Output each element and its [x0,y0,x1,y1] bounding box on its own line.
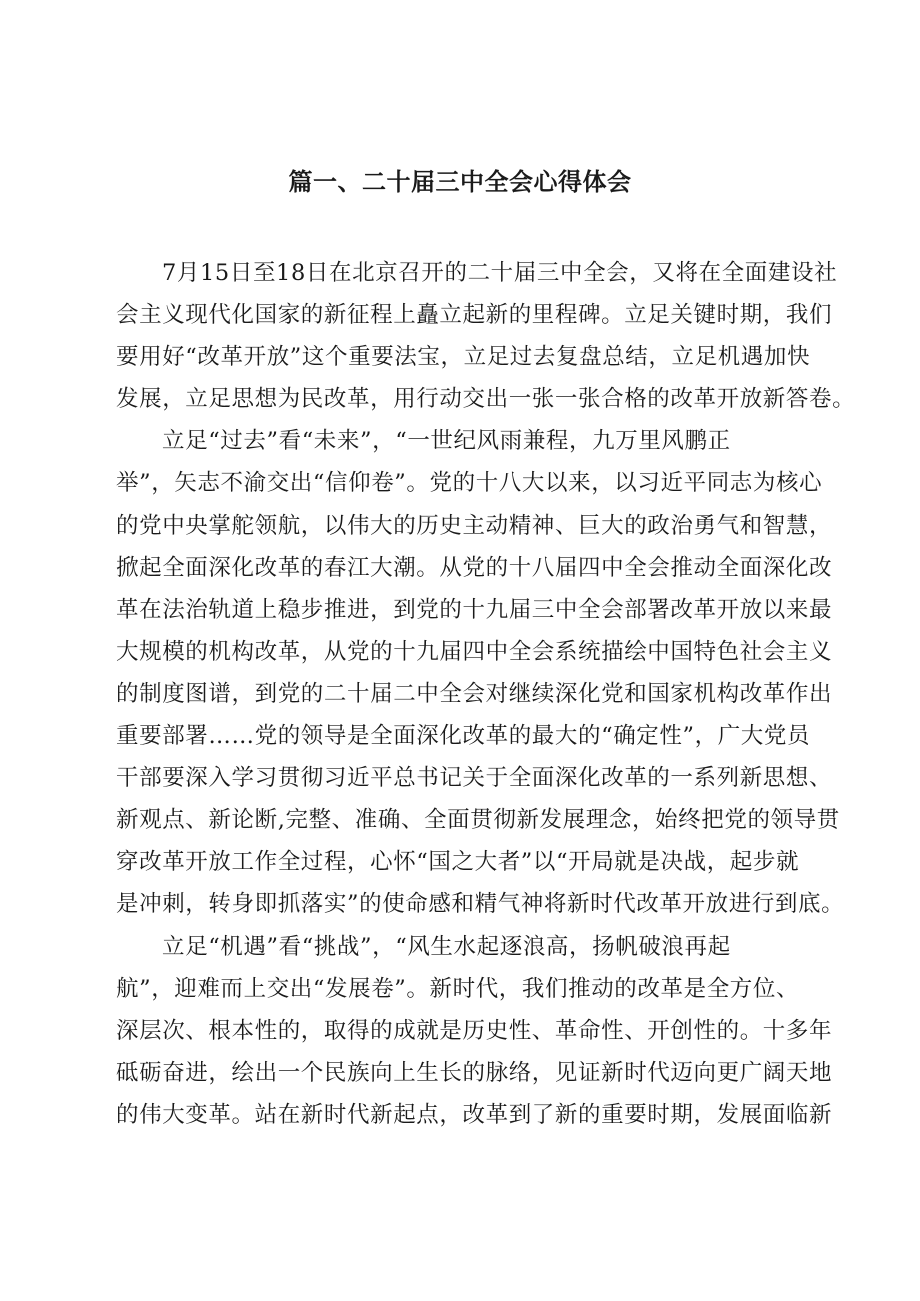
paragraph-line: 的制度图谱，到党的二十届二中全会对继续深化党和国家机构改革作出 [116,680,833,707]
paragraph-line: 要用好“改革开放”这个重要法宝，立足过去复盘总结，立足机遇加快 [116,344,811,371]
paragraph-line: 掀起全面深化改革的春江大潮。从党的十八届四中全会推动全面深化改 [116,554,833,581]
paragraph-line: 深层次、根本性的，取得的成就是历史性、革命性、开创性的。十多年 [116,1017,833,1044]
paragraph-line: 的伟大变革。站在新时代新起点，改革到了新的重要时期，发展面临新 [116,1101,833,1128]
paragraph-line: 会主义现代化国家的新征程上矗立起新的里程碑。立足关键时期，我们 [116,302,833,329]
paragraph-3 [116,926,836,1136]
paragraph-line: 航”，迎难而上交出“发展卷”。新时代，我们推动的改革是全方位、 [116,975,800,1002]
paragraph-line: 是冲刺，转身即抓落实”的使命感和精气神将新时代改革开放进行到底。 [116,891,845,918]
paragraph-line: 立足“过去”看“未来”，“一世纪风雨兼程，九万里风鹏正 [162,428,731,455]
paragraph-line: 发展，立足思想为民改革，用行动交出一张一张合格的改革开放新答卷。 [116,386,856,413]
paragraph-1 [116,252,856,420]
paragraph-line: 砥砺奋进，绘出一个民族向上生长的脉络，见证新时代迈向更广阔天地 [116,1059,833,1086]
paragraph-line: 大规模的机构改革，从党的十九届四中全会系统描绘中国特色社会主义 [116,638,833,665]
paragraph-line: 革在法治轨道上稳步推进，到党的十九届三中全会部署改革开放以来最 [116,596,833,623]
document-title: 篇一、二十届三中全会心得体会 [288,168,632,196]
paragraph-line: 新观点、新论断,完整、准确、全面贯彻新发展理念，始终把党的领导贯 [116,807,840,834]
paragraph-line: 重要部署……党的领导是全面深化改革的最大的“确定性”，广大党员 [116,723,811,750]
paragraph-line: 举”，矢志不渝交出“信仰卷”。党的十八大以来，以习近平同志为核心 [116,470,823,497]
paragraph-2 [116,420,845,925]
paragraph-line: 的党中央掌舵领航，以伟大的历史主动精神、巨大的政治勇气和智慧， [116,512,833,539]
paragraph-line: 7月15日至18日在北京召开的二十届三中全会，又将在全面建设社 [162,260,838,286]
paragraph-line: 穿改革开放工作全过程，心怀“国之大者”以“开局就是决战，起步就 [116,849,800,876]
document-body [116,252,856,1136]
paragraph-line: 干部要深入学习贯彻习近平总书记关于全面深化改革的一系列新思想、 [116,765,833,792]
paragraph-line: 立足“机遇”看“挑战”，“风生水起逐浪高，扬帆破浪再起 [162,933,731,960]
